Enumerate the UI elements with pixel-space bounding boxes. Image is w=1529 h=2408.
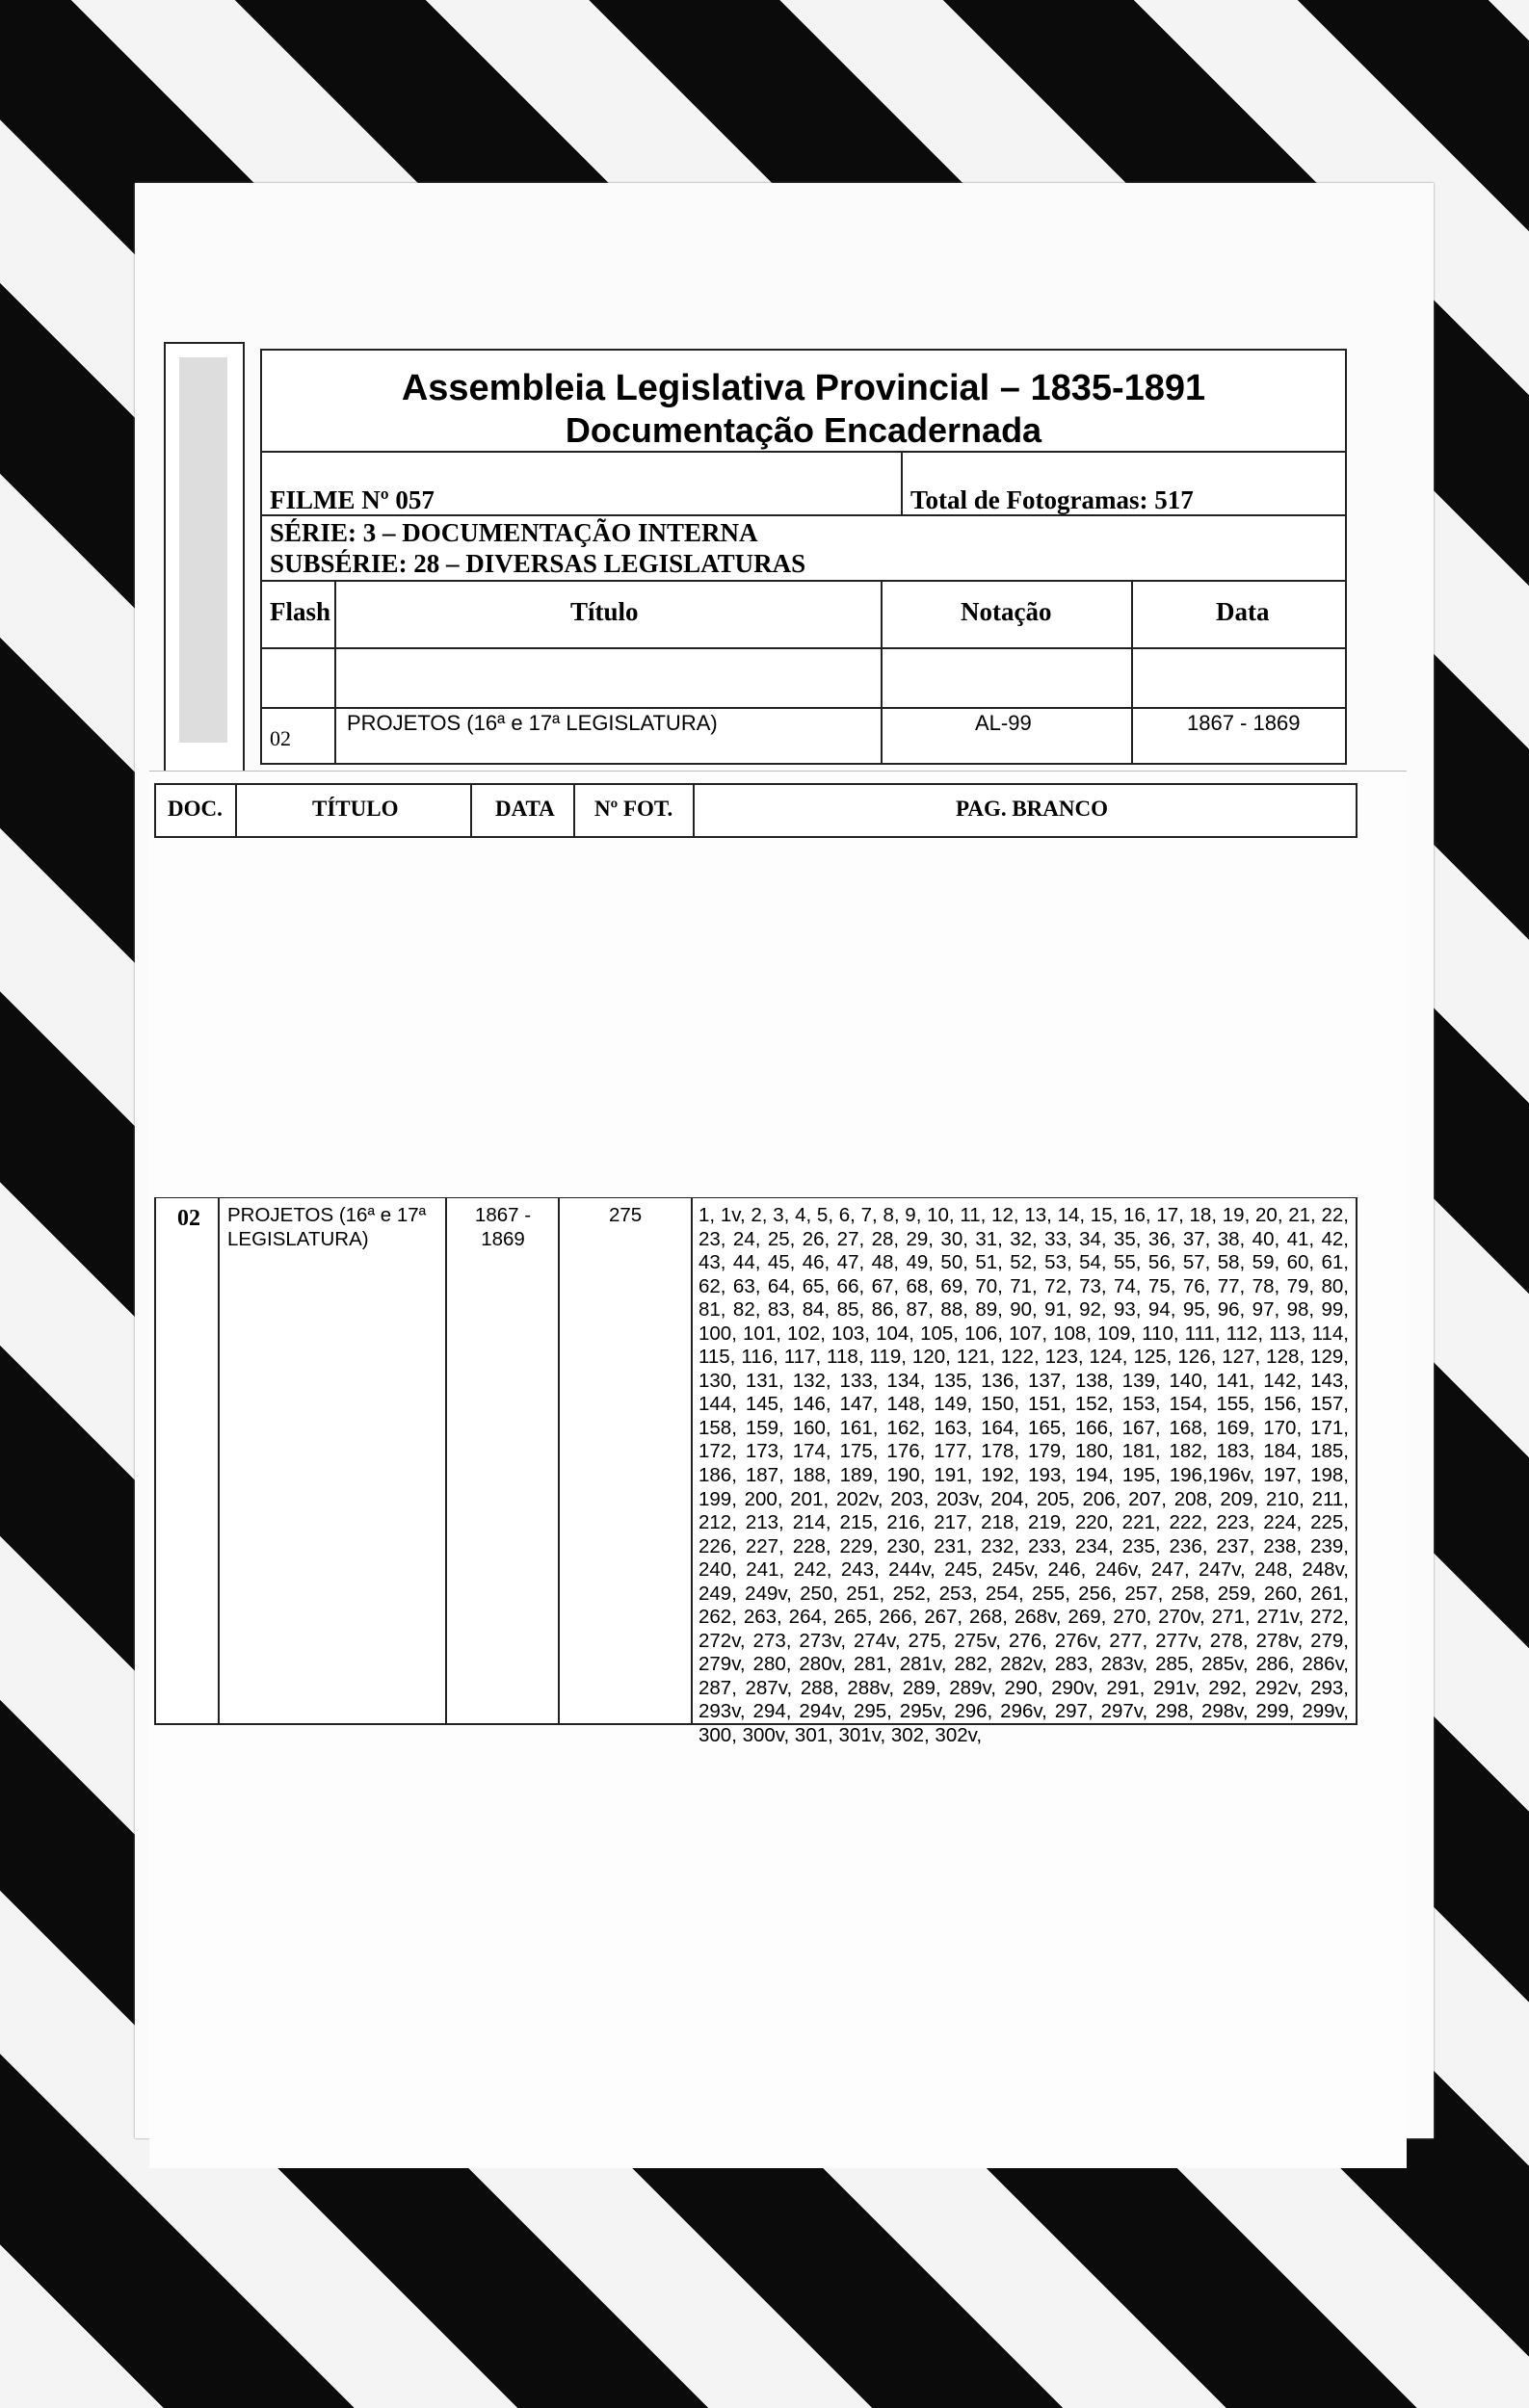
total-fotogramas: Total de Fotogramas: 517 <box>910 485 1194 514</box>
header-box <box>260 349 1347 765</box>
doc-table-header <box>154 783 1358 838</box>
filme-label: FILME Nº 057 <box>270 485 435 514</box>
col-doc: DOC. <box>168 797 223 821</box>
col-doc-nfot: Nº FOT. <box>594 797 673 821</box>
data-value: 1867 - 1869 <box>1187 711 1301 735</box>
col-notacao: Notação <box>961 597 1052 626</box>
col-doc-titulo: TÍTULO <box>312 797 399 821</box>
doc-number: 02 <box>177 1206 200 1231</box>
document-table <box>154 783 1354 1747</box>
table-row <box>154 1197 1358 1747</box>
doc-data: 1867 - 1869 <box>474 1204 532 1250</box>
flash-value: 02 <box>270 726 291 750</box>
col-pag-branco: PAG. BRANCO <box>956 797 1109 821</box>
doc-nfot: 275 <box>609 1204 643 1226</box>
left-margin-box <box>164 342 245 774</box>
col-flash: Flash <box>270 597 331 626</box>
page-title: Assembleia Legislativa Provincial – 1835-1891 <box>401 368 1206 408</box>
serie-label: SÉRIE: 3 – DOCUMENTAÇÃO INTERNA <box>270 518 758 547</box>
col-data: Data <box>1216 597 1270 626</box>
titulo-value: PROJETOS (16ª e 17ª LEGISLATURA) <box>347 711 718 735</box>
subserie-label: SUBSÉRIE: 28 – DIVERSAS LEGISLATURAS <box>270 549 806 578</box>
page-subtitle: Documentação Encadernada <box>565 410 1042 450</box>
doc-titulo: PROJETOS (16ª e 17ª LEGISLATURA) <box>227 1204 427 1250</box>
notacao-value: AL-99 <box>975 711 1032 735</box>
pag-branco-list: 1, 1v, 2, 3, 4, 5, 6, 7, 8, 9, 10, 11, 12, 13, 14, 15, 16, 17, 18, 19, 20, 21, 22, 23, 24, 25, 26, 27, 28, 29, 30, 31, 32, 33, 34, 35, 36, 37, 38, 40, 41, 42, 43, 44, 45, 46, 47, 48, 49, 50, 51, 52, 53, 54, 55, 56, 57, 58, 59, 60, 61, 62, 63, 64, 65, 66, 67, 68, 69, 70, 71, 72, 73, 74, 75, 76, 77, 78, 79, 80, 81, 82, 83, 84, 85, 86, 87, 88, 89, 90, 91, 92, 93, 94, 95, 96, 97, 98, 99, 100, 101, 102, 103, 104, 105, 106, 107, 108, 109, 110, 111, 112, 113, 114, 115, 116, 117, 118, 119, 120, 121, 122, 123, 124, 125, 126, 127, 128, 129, 130, 131, 132, 133, 134, 135, 136, 137, 138, 139, 140, 141, 142, 143, 144, 145, 146, 147, 148, 149, 150, 151, 152, 153, 154, 155, 156, 157, 158, 159, 160, 161, 162, 163, 164, 165, 166, 167, 168, 169, 170, 171, 172, 173, 174, 175, 176, 177, 178, 179, 180, 181, 182, 183, 184, 185, 186, 187, 188, 189, 190, 191, 192, 193, 194, 195, 196,196v, 197, 198, 199, 200, 201, 202v, 203, 203v, 204, 205, 206, 207, 208, 209, 210, 211, 212, 213, 214, 215, 216, 217, 218, 219, 220, 221, 222, 223, 224, 225, 226, 227, 228, 229, 230, 231, 232, 233, 234, 235, 236, 237, 238, 239, 240, 241, 242, 243, 244v, 245, 245v, 246, 246v, 247, 247v, 248, 248v, 249, 249v, 250, 251, 252, 253, 254, 255, 256, 257, 258, 259, 260, 261, 262, 263, 264, 265, 266, 267, 268, 268v, 269, 270, 270v, 271, 271v, 272, 272v, 273, 273v, 274v, 275, 275v, 276, 276v, 277, 277v, 278, 278v, 279, 279v, 280, 280v, 281, 281v, 282, 282v, 283, 283v, 285, 285v, 286, 286v, 287, 287v, 288, 288v, 289, 289v, 290, 290v, 291, 291v, 292, 292v, 293, 293v, 294, 294v, 295, 295v, 296, 296v, 297, 297v, 298, 298v, 299, 299v, 300, 300v, 301, 301v, 302, 302v, <box>699 1204 1349 1747</box>
col-doc-data: DATA <box>495 797 555 821</box>
col-titulo: Título <box>570 597 639 626</box>
